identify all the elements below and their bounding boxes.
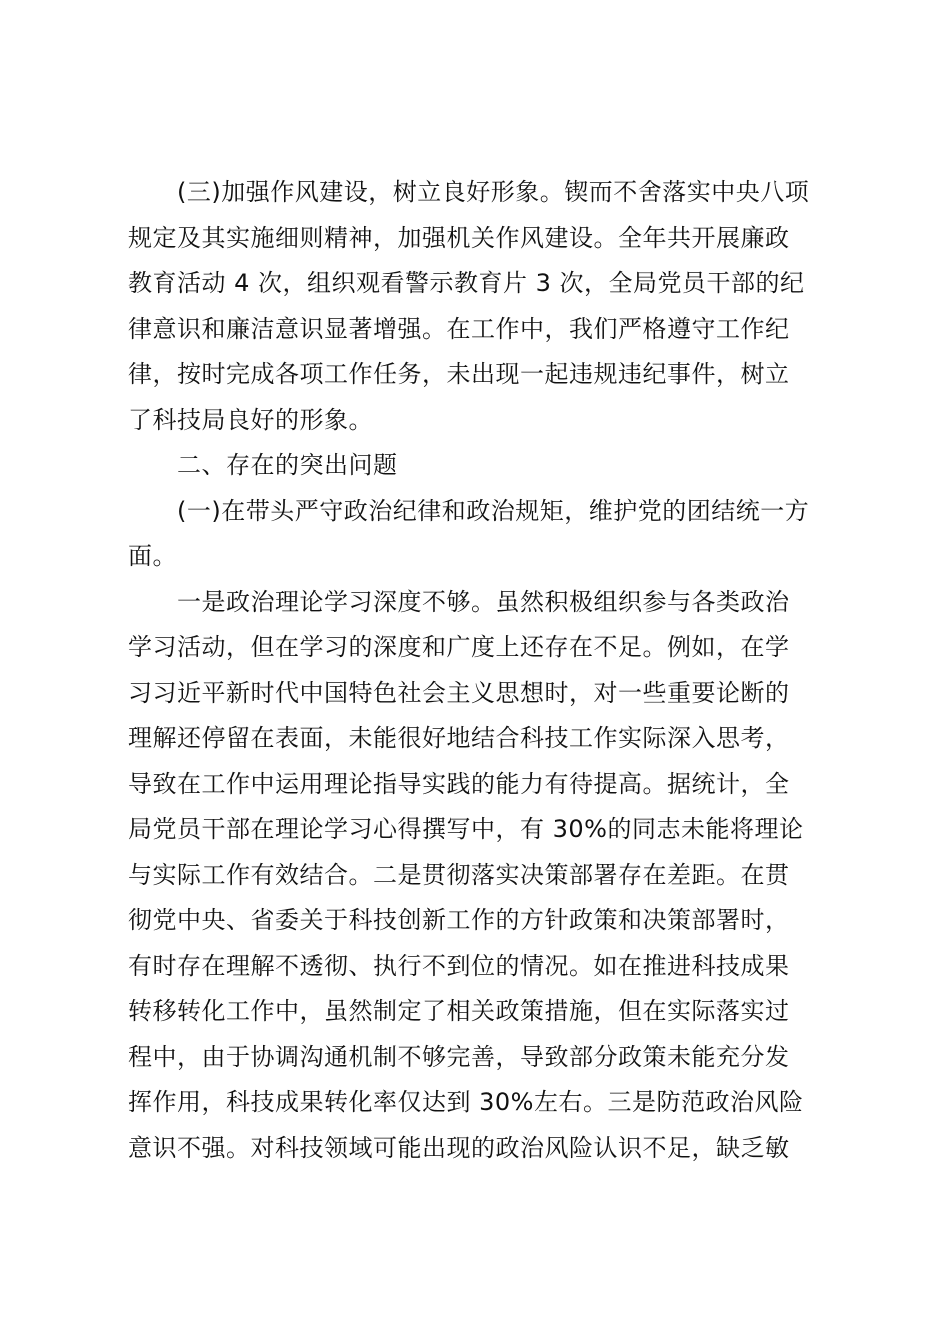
text-line: 意识不强。对科技领域可能出现的政治风险认识不足，缺乏敏: [128, 1133, 790, 1162]
text-line: 与实际工作有效结合。二是贯彻落实决策部署存在差距。在贯: [128, 860, 790, 889]
document-body: [128, 170, 828, 1171]
text-line: 程中，由于协调沟通机制不够完善，导致部分政策未能充分发: [128, 1042, 790, 1071]
text-line: (一)在带头严守政治纪律和政治规矩，维护党的团结统一方: [177, 496, 810, 525]
subheading-political-discipline: [128, 489, 828, 580]
text-line: 理解还停留在表面，未能很好地结合科技工作实际深入思考，: [128, 724, 790, 752]
text-line: 规定及其实施细则精神，加强机关作风建设。全年共开展廉政: [128, 223, 790, 252]
text-line: 习习近平新时代中国特色社会主义思想时，对一些重要论断的: [128, 678, 790, 707]
text-line: 导致在工作中运用理论指导实践的能力有待提高。据统计，全: [128, 769, 790, 798]
heading-problems: [128, 443, 828, 489]
text-line: 律，按时完成各项工作任务，未出现一起违规违纪事件，树立: [128, 360, 790, 388]
text-line: 教育活动 4 次，组织观看警示教育片 3 次，全局党员干部的纪: [128, 269, 805, 297]
text-line: 学习活动，但在学习的深度和广度上还存在不足。例如，在学: [128, 633, 790, 661]
text-line: 面。: [128, 542, 177, 570]
text-line: 转移转化工作中，虽然制定了相关政策措施，但在实际落实过: [128, 997, 790, 1025]
text-line: 二、存在的突出问题: [177, 451, 398, 479]
text-line: 挥作用，科技成果转化率仅达到 30%左右。三是防范政治风险: [128, 1088, 804, 1116]
text-line: 彻党中央、省委关于科技创新工作的方针政策和决策部署时，: [128, 906, 790, 934]
paragraph-style-construction: [128, 170, 828, 443]
text-line: 了科技局良好的形象。: [128, 405, 373, 434]
text-line: 局党员干部在理论学习心得撰写中，有 30%的同志未能将理论: [128, 815, 804, 843]
text-line: 有时存在理解不透彻、执行不到位的情况。如在推进科技成果: [128, 951, 790, 980]
text-line: 一是政治理论学习深度不够。虽然积极组织参与各类政治: [177, 587, 790, 616]
paragraph-problems-detail: [128, 580, 828, 1172]
text-line: (三)加强作风建设，树立良好形象。锲而不舍落实中央八项: [177, 178, 810, 206]
text-line: 律意识和廉洁意识显著增强。在工作中，我们严格遵守工作纪: [128, 314, 790, 343]
